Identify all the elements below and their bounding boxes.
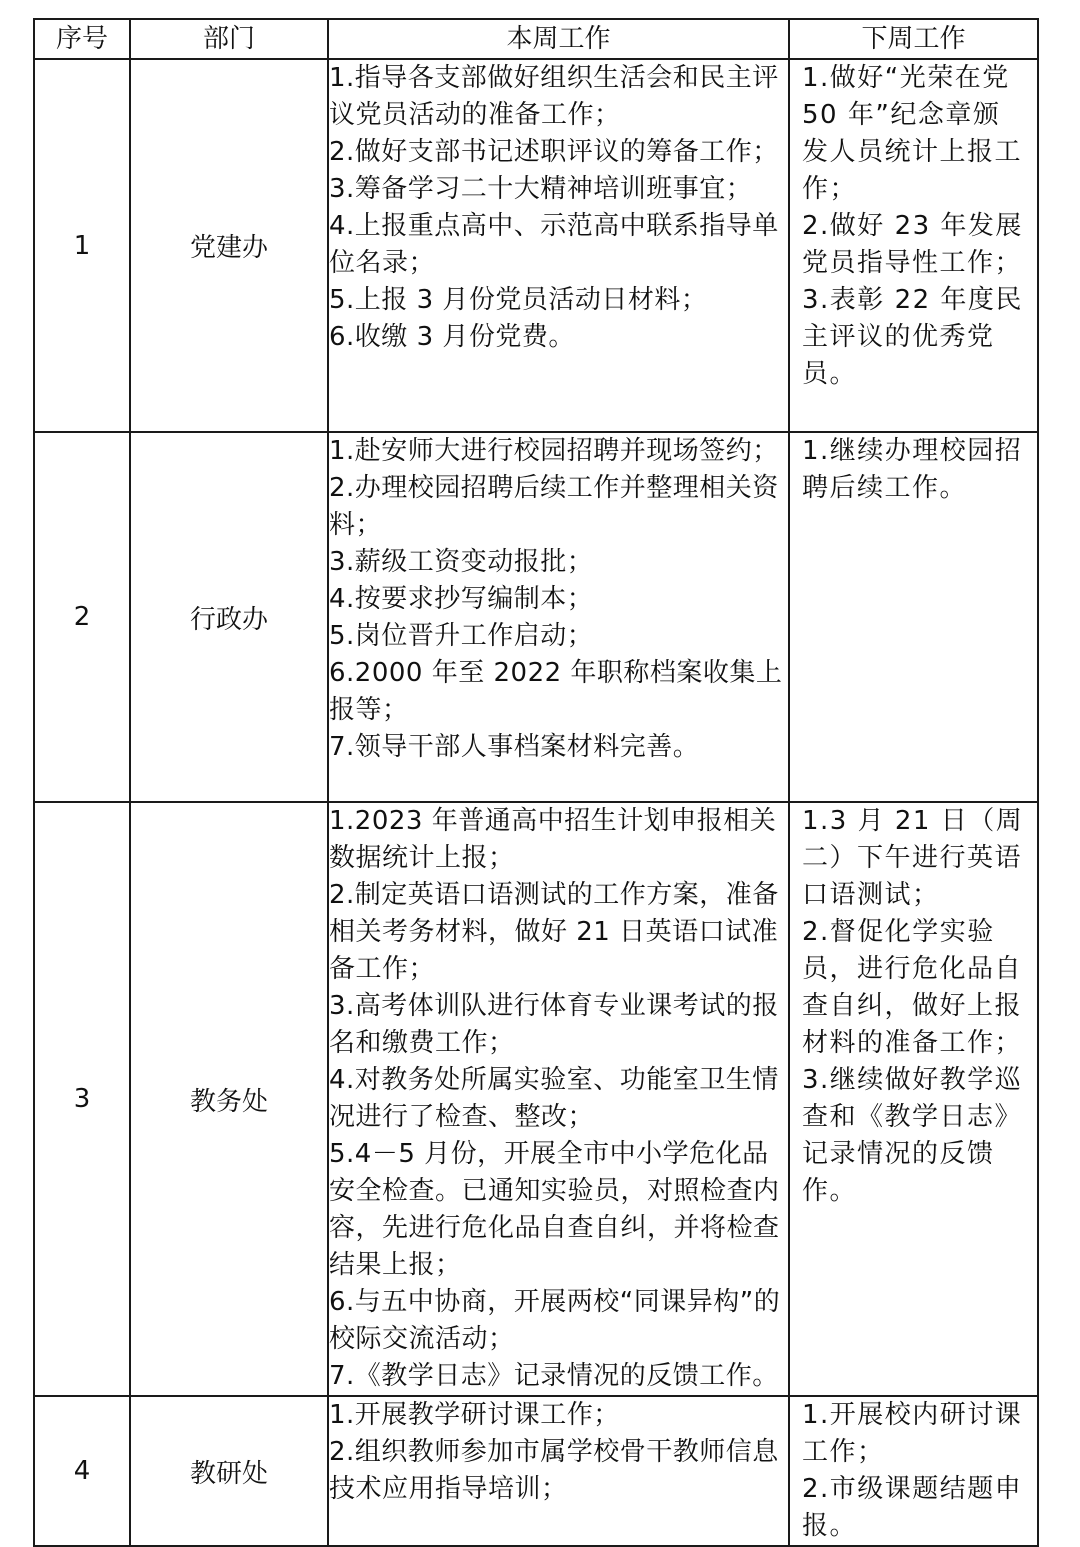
- task-item: 5.上报 3 月份党员活动日材料；: [329, 285, 708, 315]
- table-row: [34, 1396, 1038, 1546]
- row-number: 2: [34, 432, 130, 802]
- task-item: 6.收缴 3 月份党费。: [329, 322, 575, 352]
- next-week-tasks: [789, 432, 1038, 802]
- task-item: 4.按要求抄写编制本；: [329, 584, 594, 614]
- task-item: 1.2023 年普通高中招生计划申报相关数据统计上报；: [329, 806, 777, 873]
- task-item: 2.市级课题结题申报。: [802, 1474, 1023, 1541]
- next-week-tasks: [789, 802, 1038, 1396]
- department-name: 教研处: [130, 1396, 328, 1546]
- task-item: 2.做好支部书记述职评议的筹备工作；: [329, 137, 779, 167]
- header-num: 序号: [34, 19, 130, 59]
- header-next-week: 下周工作: [789, 19, 1038, 59]
- task-item: 1.指导各支部做好组织生活会和民主评议党员活动的准备工作；: [329, 63, 779, 130]
- task-item: 1.赴安师大进行校园招聘并现场签约；: [329, 436, 779, 466]
- row-number: 1: [34, 59, 130, 432]
- row-number: 3: [34, 802, 130, 1396]
- this-week-tasks: [328, 1396, 789, 1546]
- task-item: 5.4－5 月份，开展全市中小学危化品安全检查。已通知实验员，对照检查内容，先进行危化品自查自纠，并将检查结果上报；: [329, 1139, 780, 1280]
- task-item: 4.上报重点高中、示范高中联系指导单位名录；: [329, 211, 779, 278]
- task-item: 2.制定英语口语测试的工作方案，准备相关考务材料，做好 21 日英语口试准备工作；: [329, 880, 779, 984]
- task-item: 2.组织教师参加市属学校骨干教师信息技术应用指导培训；: [329, 1437, 779, 1504]
- department-name: 党建办: [130, 59, 328, 432]
- this-week-tasks: [328, 59, 789, 432]
- department-name: 教务处: [130, 802, 328, 1396]
- task-item: 1.3 月 21 日（周二）下午进行英语口语测试；: [802, 806, 1024, 910]
- task-item: 6.2000 年至 2022 年职称档案收集上报等；: [329, 658, 783, 725]
- table-header-row: [34, 19, 1038, 59]
- header-dept: 部门: [130, 19, 328, 59]
- task-item: 1.继续办理校园招聘后续工作。: [802, 436, 1023, 503]
- task-item: 4.对教务处所属实验室、功能室卫生情况进行了检查、整改；: [329, 1065, 779, 1132]
- task-item: 6.与五中协商，开展两校“同课异构”的校际交流活动；: [329, 1287, 781, 1354]
- task-item: 2.做好 23 年发展党员指导性工作；: [802, 211, 1023, 278]
- task-item: 2.办理校园招聘后续工作并整理相关资料；: [329, 473, 779, 540]
- this-week-tasks: [328, 432, 789, 802]
- table-row: [34, 802, 1038, 1396]
- task-item: 3.继续做好教学巡查和《教学日志》记录情况的反馈作。: [802, 1065, 1023, 1206]
- task-item: 1.开展教学研讨课工作；: [329, 1400, 620, 1430]
- table-row: [34, 432, 1038, 802]
- table-row: [34, 59, 1038, 432]
- task-item: 5.岗位晋升工作启动；: [329, 621, 594, 651]
- row-number: 4: [34, 1396, 130, 1546]
- weekly-work-table: [33, 18, 1039, 1547]
- task-item: 1.做好“光荣在党 50 年”纪念章颁发人员统计上报工作；: [802, 63, 1023, 204]
- this-week-tasks: [328, 802, 789, 1396]
- task-item: 3.筹备学习二十大精神培训班事宜；: [329, 174, 753, 204]
- task-item: 2.督促化学实验员，进行危化品自查自纠，做好上报材料的准备工作；: [802, 917, 1023, 1058]
- header-this-week: 本周工作: [328, 19, 789, 59]
- task-item: 3.表彰 22 年度民主评议的优秀党员。: [802, 285, 1023, 389]
- task-item: 7.《教学日志》记录情况的反馈工作。: [329, 1361, 779, 1391]
- department-name: 行政办: [130, 432, 328, 802]
- task-item: 3.高考体训队进行体育专业课考试的报名和缴费工作；: [329, 991, 779, 1058]
- task-item: 7.领导干部人事档案材料完善。: [329, 732, 700, 762]
- task-item: 1.开展校内研讨课工作；: [802, 1400, 1023, 1467]
- task-item: 3.薪级工资变动报批；: [329, 547, 594, 577]
- next-week-tasks: [789, 59, 1038, 432]
- next-week-tasks: [789, 1396, 1038, 1546]
